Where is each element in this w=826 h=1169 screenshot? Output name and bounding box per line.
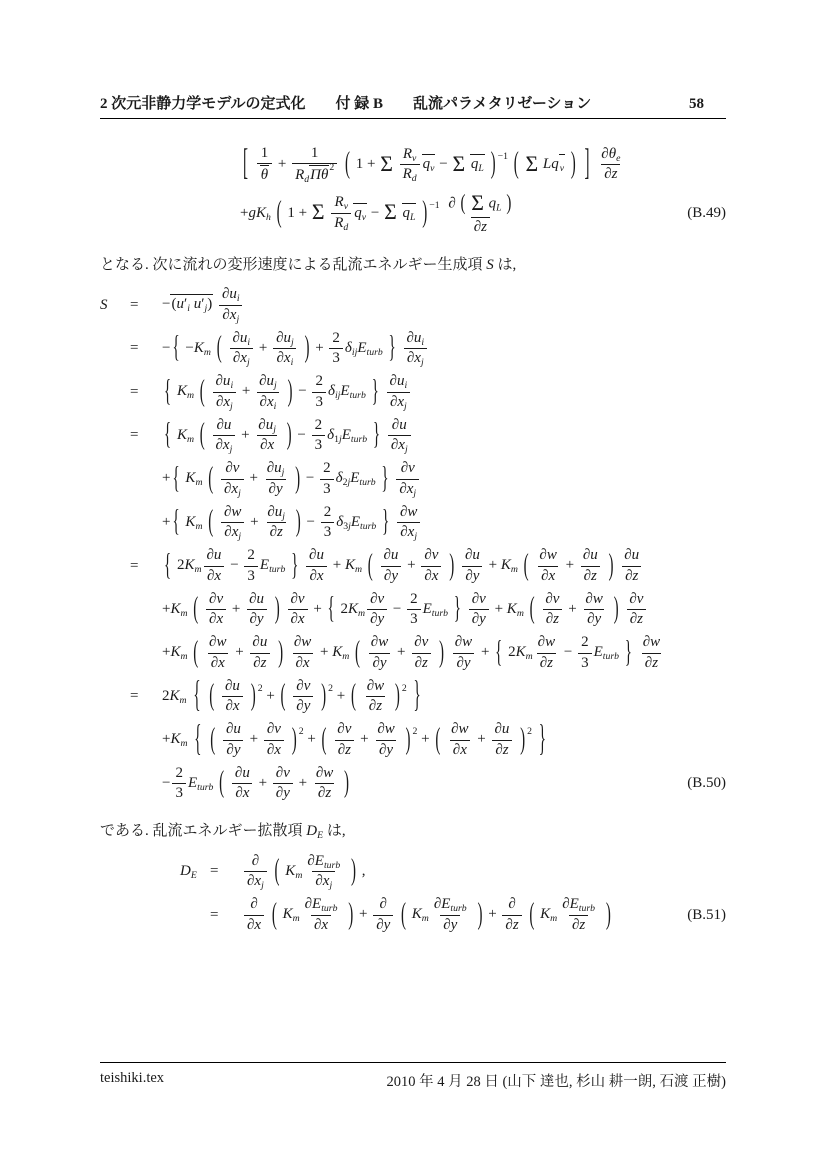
inline-math-de: DE xyxy=(306,823,324,842)
equation-row xyxy=(100,591,726,629)
footer-filename: teishiki.tex xyxy=(100,1070,165,1086)
equation-relation: = xyxy=(130,383,139,400)
equation-row xyxy=(100,373,726,411)
equation-row xyxy=(180,896,726,934)
footer-date-authors: 2010 年 4 月 28 日 (山下 達也, 杉山 耕一朗, 石渡 正樹) xyxy=(386,1074,726,1090)
equation-expression: +Km { ( $\frac{\partial u}{\partial y}$ + $\frac{\partial v}{\partial x}$ ) $^2$ + ( $\frac{\partial v}{\partial z}$ + $\frac{\partial w}{\partial y}$ ) $^2$ + ( $\frac{\partial w}{\partial x}$ + $\frac{\partial u}{\partial z}$ ) $^2$ } xyxy=(162,720,546,760)
equation-row xyxy=(180,853,726,891)
equation-relation: = xyxy=(130,296,139,313)
equation-b50 xyxy=(100,286,726,802)
equation-expression: −(u′i u′j) $\frac{\partial ui}{\partial xj}$ xyxy=(162,286,245,324)
equation-row xyxy=(240,191,726,236)
paragraph-text: は, xyxy=(493,256,517,273)
equation-row xyxy=(100,634,726,672)
equation-row xyxy=(100,678,726,716)
equation-b51 xyxy=(100,853,726,934)
equation-expression: + { Km ( $\frac{\partial v}{\partial xj}$ + $\frac{\partial uj}{\partial y}$ ) − $\frac{2}{3}$ δ2jEturb } $\frac{\partial v}{\partial xj}$ xyxy=(162,460,421,498)
paragraph-text: となる. 次に流れの変形速度による乱流エネルギー生成項 xyxy=(100,256,487,273)
equation-relation: = xyxy=(130,557,139,574)
equation-row xyxy=(100,547,726,585)
equation-relation: = xyxy=(210,906,219,923)
equation-row xyxy=(100,286,726,324)
equation-row xyxy=(100,765,726,803)
equation-row xyxy=(100,460,726,498)
equation-expression: − { −Km ( $\frac{\partial ui}{\partial xj}$ + $\frac{\partial uj}{\partial xi}$ ) + $\frac{2}{3}$ δijEturb } $\frac{\partial ui}{\partial xj}$ xyxy=(162,330,429,368)
page-number: 58 xyxy=(689,96,704,112)
equation-expression: ∂ ∂xj ( Km ∂Eturb ∂xj ) , xyxy=(242,853,365,891)
header-chapter-title: 乱流パラメタリゼーション xyxy=(413,96,592,112)
equation-row xyxy=(100,417,726,455)
equation-expression: { Km ( $\frac{\partial ui}{\partial xj}$ + $\frac{\partial uj}{\partial xi}$ ) − $\frac{2}{3}$ δijEturb } $\frac{\partial ui}{\partial xj}$ xyxy=(162,373,412,411)
equation-number: (B.50) xyxy=(687,775,726,791)
equation-row xyxy=(100,721,726,759)
equation-b49 xyxy=(100,145,726,236)
equation-expression: [ $\frac{1}{\theta}$ + 1 RdΠθ$^2$ ( 1 + Σ $\frac{Rv}{Rd}$ qv − Σ qL ) $^{-1}$ ( Σ Lqv ) ] $\frac{\partial\theta e}{\partial z}$ xyxy=(243,145,621,186)
header-appendix-label: 付 録 B xyxy=(335,96,384,112)
equation-lhs: DE xyxy=(180,863,197,881)
header-section-title: 2 次元非静力学モデルの定式化 xyxy=(100,96,306,112)
equation-row xyxy=(100,504,726,542)
equation-expression: + { Km ( $\frac{\partial w}{\partial xj}$ + $\frac{\partial uj}{\partial z}$ ) − $\frac{2}{3}$ δ3jEturb } $\frac{\partial w}{\partial xj}$ xyxy=(162,504,422,542)
equation-expression: − $\frac{2}{3}$ Eturb ( $\frac{\partial u}{\partial x}$ + $\frac{\partial v}{\partial y}$ + $\frac{\partial w}{\partial z}$ ) xyxy=(162,764,350,801)
paragraph-text: は, xyxy=(323,823,346,840)
equation-number: (B.49) xyxy=(687,204,726,221)
paragraph-2 xyxy=(100,820,726,843)
paragraph-text: である. 乱流エネルギー拡散項 xyxy=(100,823,307,840)
equation-relation: = xyxy=(130,340,139,356)
page-footer xyxy=(100,1062,726,1091)
equation-expression: +Km ( $\frac{\partial w}{\partial x}$ + $\frac{\partial u}{\partial z}$ ) $\frac{\partial w}{\partial x}$ + Km ( $\frac{\partial w}{\partial y}$ + $\frac{\partial v}{\partial z}$ ) $\frac{\partial w}{\partial y}$ + { 2Km $\frac{\partial w}{\partial z}$ − $\frac{2}{3}$ Eturb } $\frac{\partial w}{\partial z}$ xyxy=(162,634,661,671)
equation-expression: +gKh ( 1 + Σ $\frac{Rv}{Rd}$ qv − Σ qL ) $^{-1}$ $\frac{\text{∂ ( Σ qL )}}{\partial z}$ xyxy=(240,190,512,235)
equation-expression: 2Km { ( $\frac{\partial u}{\partial x}$ ) $^2$ + ( $\frac{\partial v}{\partial y}$ ) $^2$ + ( $\frac{\partial w}{\partial z}$ ) $^2$ } xyxy=(162,676,421,716)
equation-row xyxy=(240,145,726,185)
equation-expression: { 2Km $\frac{\partial u}{\partial x}$ − $\frac{2}{3}$ Eturb } $\frac{\partial u}{\partial x}$ + Km ( $\frac{\partial u}{\partial y}$ + $\frac{\partial v}{\partial x}$ ) $\frac{\partial u}{\partial y}$ + Km ( $\frac{\partial w}{\partial x}$ + $\frac{\partial u}{\partial z}$ ) $\frac{\partial u}{\partial z}$ xyxy=(162,547,644,585)
equation-relation: = xyxy=(130,427,139,443)
equation-lhs: S xyxy=(100,296,108,313)
equation-expression: { Km ( $\frac{\partial u}{\partial xj}$ + $\frac{\partial uj}{\partial x}$ ) − $\frac{2}{3}$ δ1jEturb } $\frac{\partial u}{\partial xj}$ xyxy=(162,417,413,455)
paragraph-1 xyxy=(100,254,726,277)
inline-math-s: S xyxy=(486,256,494,273)
equation-relation: = xyxy=(210,863,219,879)
equation-number: (B.51) xyxy=(687,906,726,923)
page-header xyxy=(100,92,726,119)
equation-expression: ∂ ∂x ( Km ∂Eturb ∂x ) + ∂ ∂y ( Km ∂Eturb ∂y ) + ∂ ∂z ( Km ∂Eturb ∂z ) xyxy=(242,896,613,934)
equation-row xyxy=(100,330,726,368)
equation-relation: = xyxy=(130,688,139,704)
equation-expression: +Km ( $\frac{\partial v}{\partial x}$ + $\frac{\partial u}{\partial y}$ ) $\frac{\partial v}{\partial x}$ + { 2Km $\frac{\partial v}{\partial y}$ − $\frac{2}{3}$ Eturb } $\frac{\partial v}{\partial y}$ + Km ( $\frac{\partial v}{\partial z}$ + $\frac{\partial w}{\partial y}$ ) $\frac{\partial v}{\partial z}$ xyxy=(162,591,648,629)
